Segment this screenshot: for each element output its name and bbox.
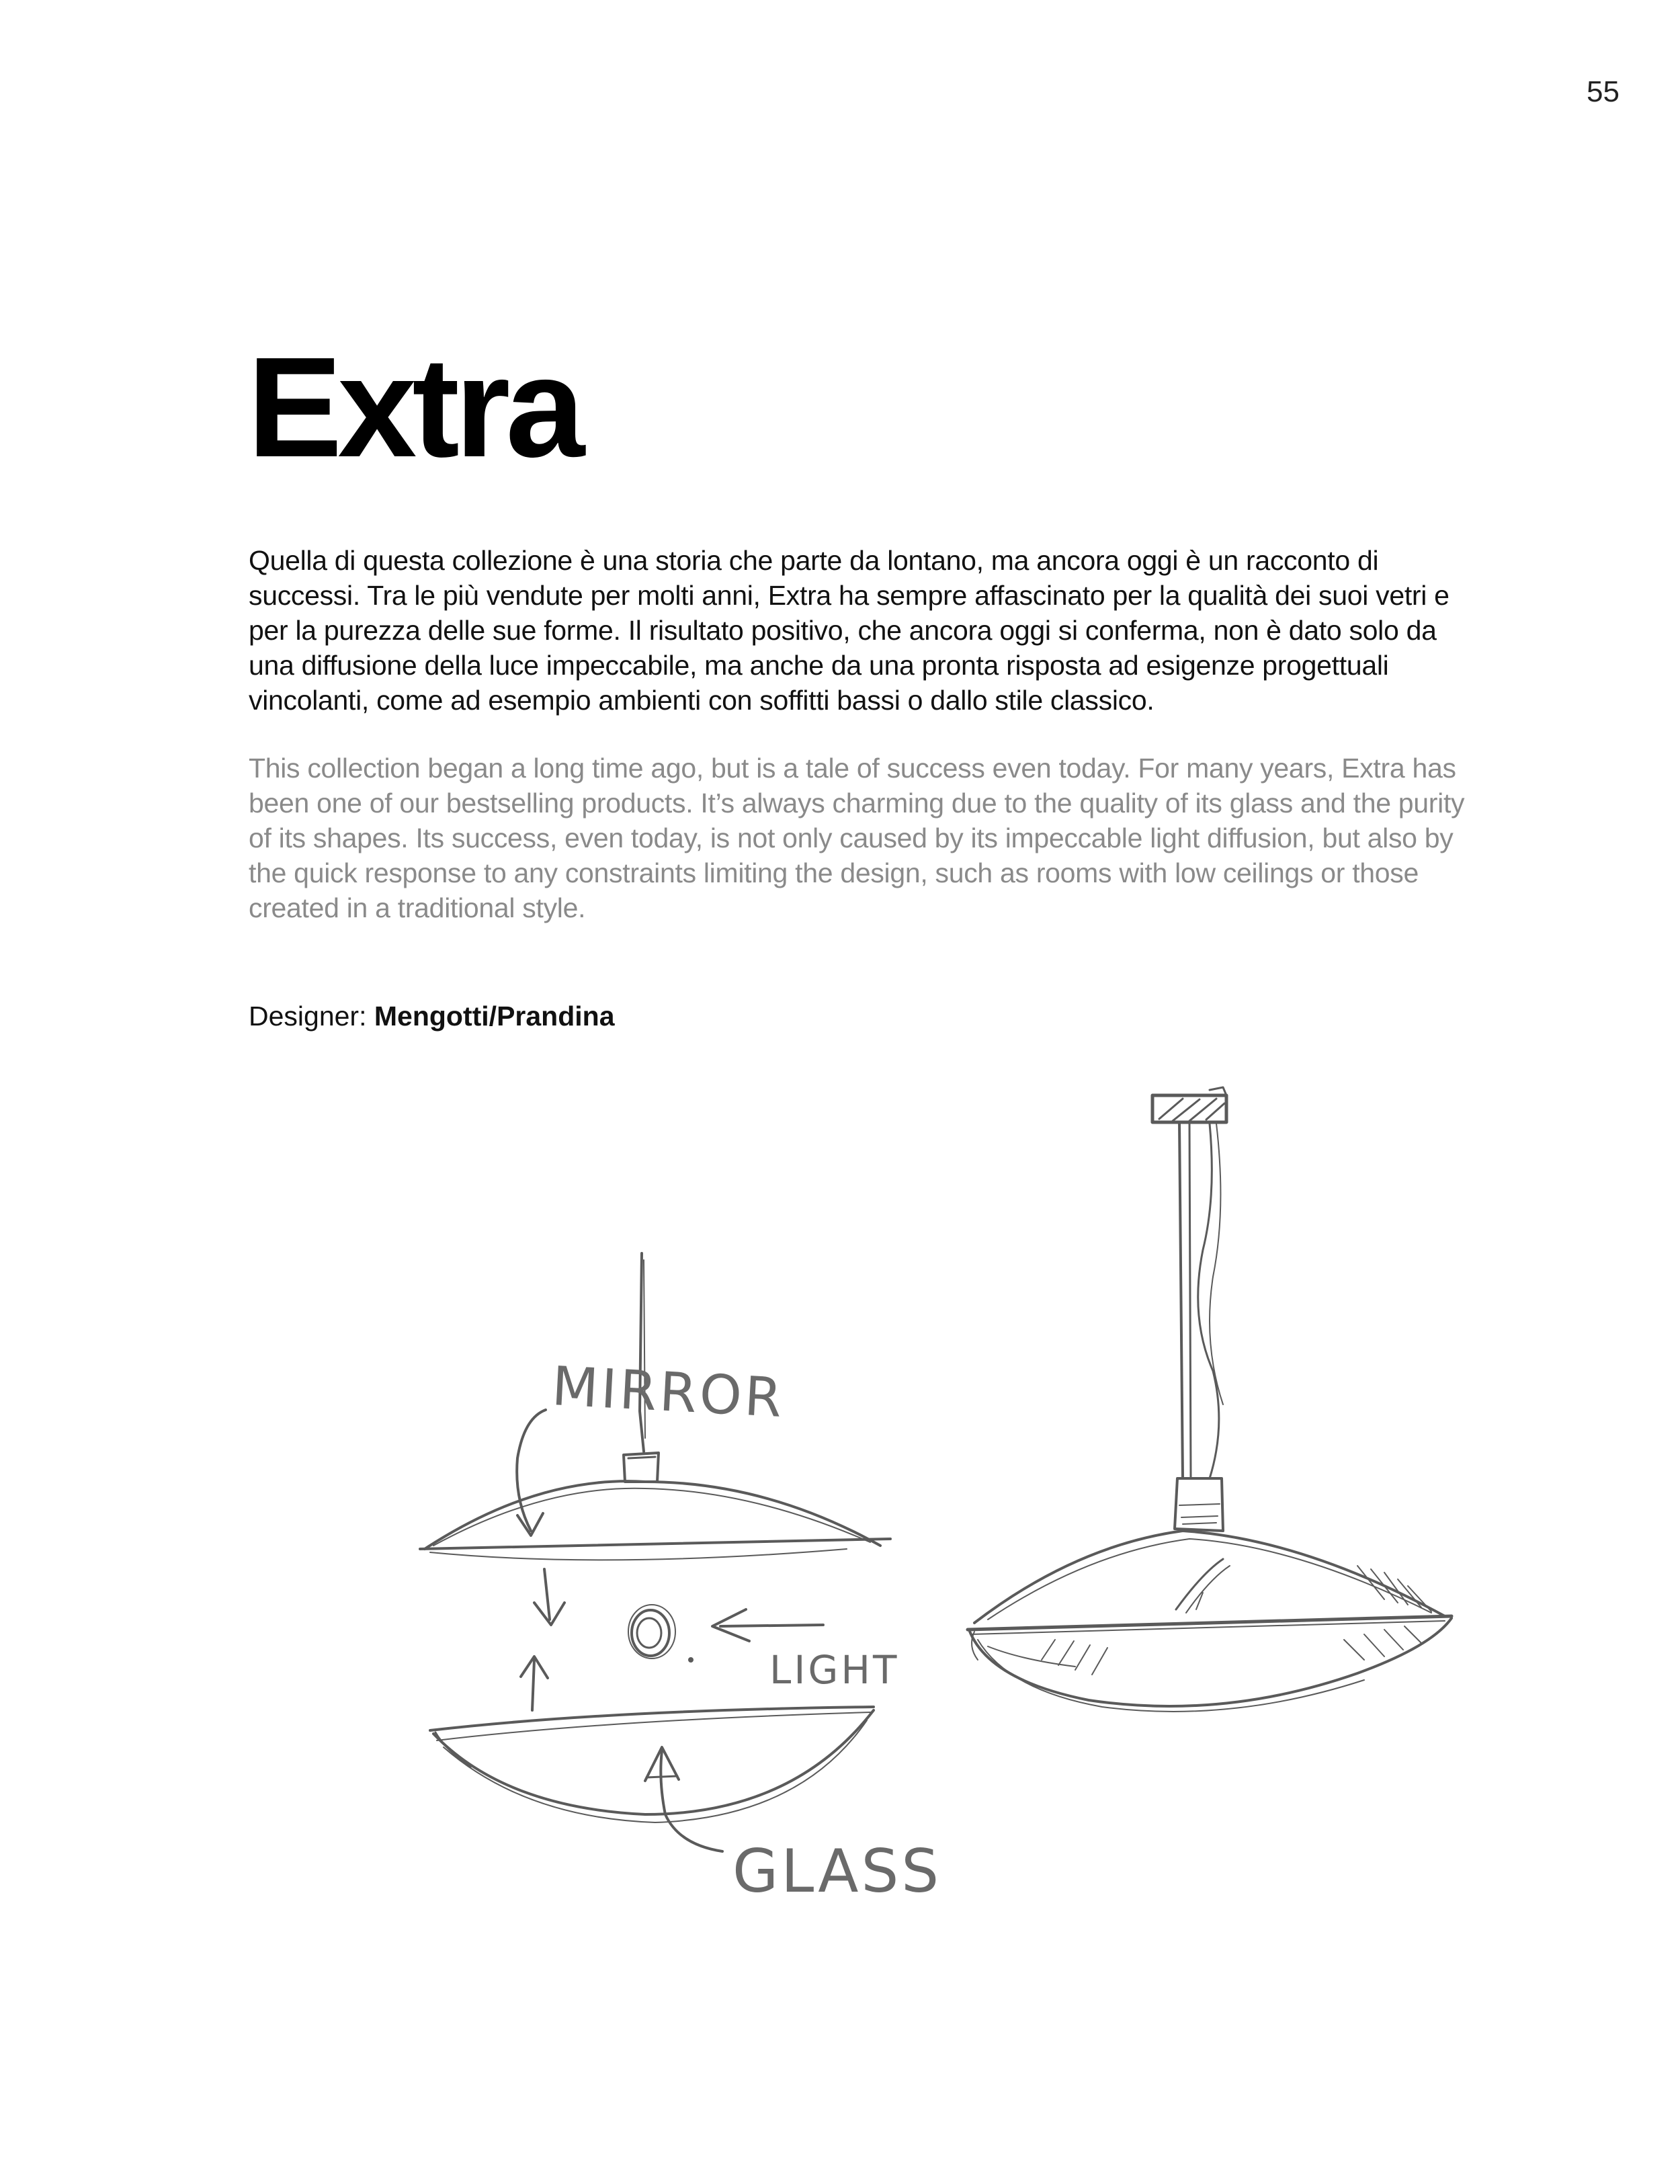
page-number: 55: [1587, 75, 1620, 108]
sketch-label-mirror: MIRROR: [550, 1355, 786, 1430]
designer-label: Designer:: [249, 1001, 367, 1032]
designer-name: Mengotti/Prandina: [374, 1001, 615, 1032]
sketch-label-light: LIGHT: [769, 1647, 900, 1693]
sketch-label-glass: GLASS: [732, 1837, 942, 1906]
description-english: This collection began a long time ago, but is a tale of success even today. For many years, Extra has been one of our bestselling products. It’s always charming due to the quality of its glass and the purity of its shapes. Its success, even today, is not only caused by its impeccable light diffusion, but also by the quick response to any constraints limiting the design, such as rooms with low ceilings or those created in a traditional style.: [249, 753, 1465, 923]
pendant-lamp-drawing: [968, 1087, 1452, 1712]
description-italian: Quella di questa collezione è una storia che parte da lontano, ma ancora oggi è un racconto di successi. Tra le più vendute per molti anni, Extra ha sempre affascinato per la qualità dei suoi vetri e per la purezza delle sue forme. Il risultato positivo, che ancora oggi si conferma, non è dato solo da una diffusione della luce impeccabile, ma anche da una pronta risposta ad esigenze progettuali vincolanti, come ad esempio ambienti con soffitti bassi o dallo stile classico.: [249, 545, 1450, 716]
exploded-diagram: [420, 1253, 941, 1906]
page-title: Extra: [247, 327, 581, 487]
